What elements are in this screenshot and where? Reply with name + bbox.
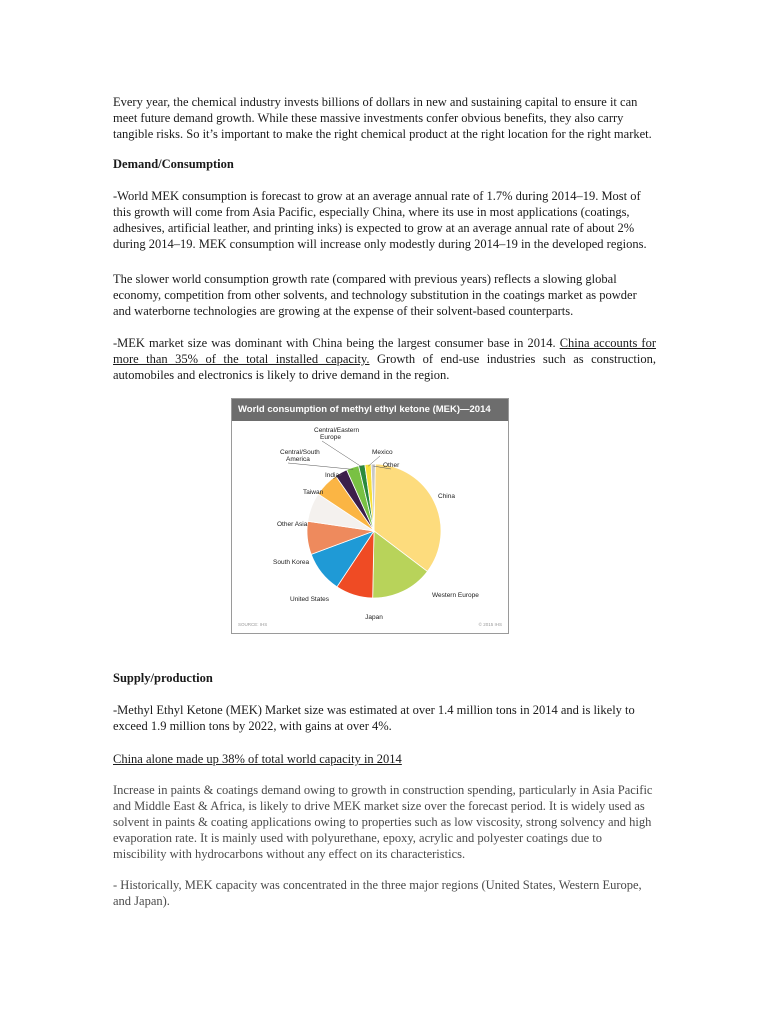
slice-label-mexico: Mexico [372, 449, 393, 456]
demand-paragraph-1: -World MEK consumption is forecast to grow at an average annual rate of 1.7% during 2014–19. Most of this growth will come from Asia Pacific, especially China, where its use in most applications (coatings, adhesives, artificial leather, and printing inks) is expected to grow at an average annual rate of about 2% during 2014–19. MEK consumption will increase only modestly during 2014–19 in the developed regions. [113, 189, 647, 251]
slice-label-central-eastern-europe: Central/Eastern Europe [314, 427, 360, 441]
supply-paragraph-2: China alone made up 38% of total world capacity in 2014 [113, 752, 402, 766]
slice-label-india: India [325, 472, 340, 479]
china-capacity-underlined: China accounts for more than 35% of the total installed capacity. [113, 336, 657, 366]
slice-label-japan: Japan [365, 614, 383, 621]
chart-title: World consumption of methyl ethyl ketone (MEK)—2014 [232, 399, 508, 421]
demand-paragraph-3-end: Growth of end-use industries such as construction, automobiles and electronics is likely to drive demand in the region. [113, 352, 656, 382]
demand-paragraph-3-start: -MEK market size was dominant with China being the largest consumer base in 2014. [113, 336, 560, 350]
chart-source: SOURCE: IHS [238, 622, 268, 627]
supply-paragraph-1: -Methyl Ethyl Ketone (MEK) Market size was estimated at over 1.4 million tons in 2014 and is likely to exceed 1.9 million tons by 2022, with gains at over 4%. [113, 703, 635, 733]
slice-label-united-states: United States [290, 596, 330, 603]
leader-line [288, 463, 353, 469]
supply-paragraph-3: Increase in paints & coatings demand owing to growth in construction spending, particularly in Asia Pacific and Middle East & Africa, is likely to drive MEK market size over the forecast period. It is widely used as solvent in paints & coating applications owing to properties such as low viscosity, strong solvency and high evaporation rate. It is mainly used with polyurethane, epoxy, acrylic and polyester coatings due to miscibility with hydrocarbons without any effect on its characteristics. [113, 783, 653, 861]
pie-chart [232, 421, 508, 633]
slice-label-other-asia: Other Asia [277, 521, 308, 528]
slice-label-south-korea: South Korea [273, 559, 310, 566]
leader-line [322, 441, 362, 467]
slice-label-western-europe: Western Europe [432, 592, 479, 599]
mek-consumption-figure [231, 398, 509, 634]
demand-paragraph-3 [113, 335, 656, 383]
supply-paragraph-4: - Historically, MEK capacity was concentrated in the three major regions (United States, Western Europe, and Japan). [113, 878, 642, 908]
chart-copyright: © 2015 IHS [478, 622, 502, 627]
slice-label-other: Other [383, 462, 400, 469]
demand-heading: Demand/Consumption [113, 157, 234, 171]
slice-label-china: China [438, 493, 455, 500]
intro-paragraph: Every year, the chemical industry invests billions of dollars in new and sustaining capital to ensure it can meet future demand growth. While these massive investments confer obvious benefits, they also carry tangible risks. So it’s important to make the right chemical product at the right location for the right market. [113, 95, 652, 141]
slice-label-central-south-america: Central/South America [280, 449, 320, 463]
demand-paragraph-2: The slower world consumption growth rate (compared with previous years) reflects a slowing global economy, competition from other solvents, and technology substitution in the coatings market as powder and waterborne technologies are growing at the expense of their solvent-based counterparts. [113, 272, 637, 318]
slice-label-taiwan: Taiwan [303, 489, 324, 496]
supply-heading: Supply/production [113, 671, 213, 685]
